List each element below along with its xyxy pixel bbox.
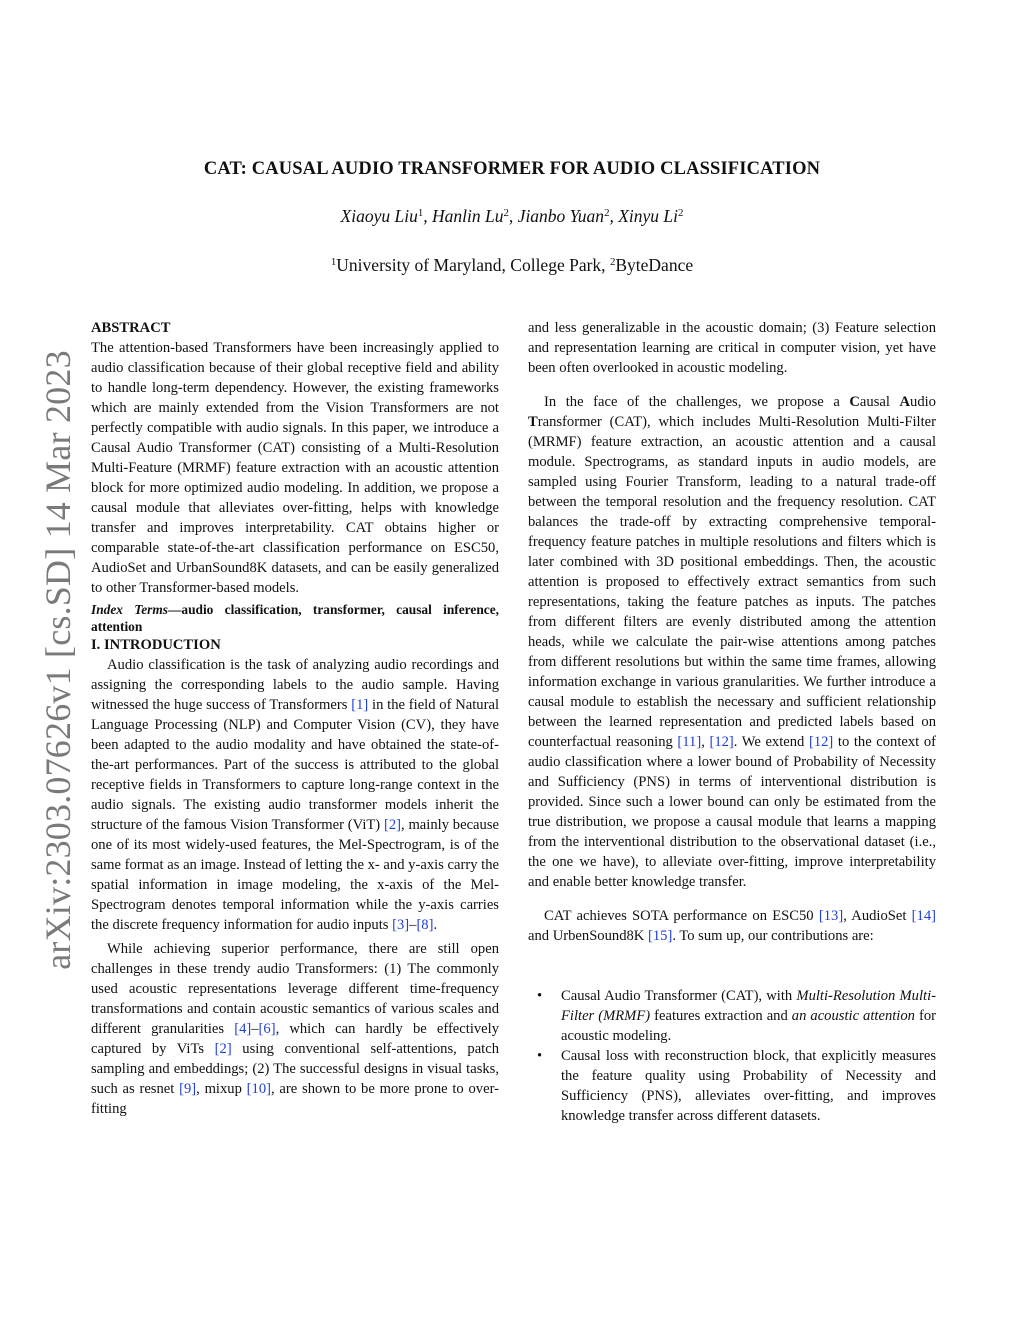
bullet-icon: • <box>537 988 543 1004</box>
citation-link[interactable]: [1] <box>351 697 369 713</box>
intro-paragraph-2 <box>91 939 499 1119</box>
text-run: and UrbenSound8K <box>528 928 648 944</box>
author-separator: , <box>508 206 518 226</box>
text-run: for acoustic modeling. <box>561 1008 936 1044</box>
author-affil-mark: 2 <box>503 207 509 220</box>
text-run: ausal <box>859 394 900 410</box>
text-run: . To sum up, our contributions are: <box>672 928 874 944</box>
abstract-heading: ABSTRACT <box>91 320 171 336</box>
author-separator: , <box>609 206 619 226</box>
citation-link[interactable]: [10] <box>246 1081 271 1097</box>
citation-link[interactable]: [13] <box>818 908 844 924</box>
acronym-letter: T <box>528 414 538 430</box>
list-item <box>528 986 936 1046</box>
text-run: using conventional self-attentions, patch sampling and embeddings; (2) The successful designs in visual tasks, such as resnet <box>91 1041 499 1097</box>
paper-title: CAT: CAUSAL AUDIO TRANSFORMER FOR AUDIO CLASSIFICATION <box>203 159 821 179</box>
text-run: In the face of the challenges, we propose a <box>544 394 850 410</box>
emphasis: an acoustic attention <box>791 1008 915 1024</box>
text-run: to the context of audio classification where a lower bound of Probability of Necessity and Sufficiency (PNS) in terms of interventional distribution is provided. Since such a lower bound can only be estimated from the true distribution, we propose a causal module that learns a mapping from the interventional distribution to the observational dataset (i.e., the one we have), to alleviate over-fitting, improve interpretability and enable better knowledge transfer. <box>528 734 937 890</box>
text-run: . <box>433 917 438 933</box>
author-name: Jianbo Yuan <box>517 206 605 226</box>
citation-link[interactable]: [4] <box>234 1021 252 1037</box>
right-column <box>528 318 936 1126</box>
index-terms <box>91 601 499 635</box>
text-run: , are shown to be more prone to over-fitting <box>91 1081 500 1117</box>
bullet-icon: • <box>537 1048 543 1064</box>
citation-link[interactable]: [12] <box>808 734 834 750</box>
text-run: in the field of Natural Language Processing (NLP) and Computer Vision (CV), they have been adapted to the audio modality and have obtained the state-of-the-art performances. Part of the success is attributed to the global receptive fields in Transformers to capture long-range context in the audio signals. The existing audio transformer models inherit the structure of the famous Vision Transformer (ViT) <box>91 697 500 833</box>
intro-paragraph-1 <box>91 655 499 935</box>
contributions-list <box>528 986 936 1126</box>
citation-link[interactable]: [8] <box>416 917 434 933</box>
affiliation-1: University of Maryland, College Park, <box>336 255 610 275</box>
text-run: , AudioSet <box>843 908 912 924</box>
citation-link[interactable]: [9] <box>179 1081 197 1097</box>
text-run: features extraction and <box>650 1008 792 1024</box>
author-name: Xiaoyu Liu <box>340 206 418 226</box>
citation-link[interactable]: [15] <box>647 928 673 944</box>
affil-mark: 1 <box>330 256 337 269</box>
acronym-letter: A <box>899 394 911 410</box>
citation-link[interactable]: [14] <box>911 908 936 924</box>
citation-link[interactable]: [11] <box>677 734 702 750</box>
section-heading-introduction: I. INTRODUCTION <box>91 637 221 653</box>
text-run: Causal Audio Transformer (CAT), with <box>561 988 797 1004</box>
text-run: , which can hardly be effectively captured by ViTs <box>91 1021 499 1057</box>
text-run: – <box>409 917 417 933</box>
affiliation-2: ByteDance <box>615 255 694 275</box>
text-run: udio <box>910 394 936 410</box>
author-name: Hanlin Lu <box>432 206 504 226</box>
list-item <box>528 1046 936 1126</box>
citation-link[interactable]: [2] <box>383 817 401 833</box>
citation-link[interactable]: [3] <box>392 917 410 933</box>
author-affil-mark: 2 <box>604 207 610 220</box>
citation-link[interactable]: [12] <box>709 734 734 750</box>
author-affil-mark: 2 <box>678 207 684 220</box>
left-column <box>91 318 499 1119</box>
abstract-text: The attention-based Transformers have been increasingly applied to audio classification because of their global receptive field and ability to handle long-term dependency. However, the existing frameworks which are mainly extended from the Vision Transformers are not perfectly compatible with audio signals. In this paper, we introduce a Causal Audio Transformer (CAT) consisting of a Multi-Resolution Multi-Feature (MRMF) feature extraction with an acoustic attention block for more optimized audio modeling. In addition, we propose a causal module that alleviates over-fitting, helps with knowledge transfer and improves interpretability. CAT obtains higher or comparable state-of-the-art classification performance on ESC50, AudioSet and UrbanSound8K datasets, and can be easily generalized to other Transformer-based models. <box>91 340 499 596</box>
text-run: , mixup <box>196 1081 247 1097</box>
text-run: CAT achieves SOTA performance on ESC50 <box>544 908 819 924</box>
arxiv-identifier: arXiv:2303.07626v1 [cs.SD] 14 Mar 2023 <box>38 350 78 970</box>
intro-paragraph-2-continued: and less generalizable in the acoustic domain; (3) Feature selection and representation learning are critical in computer vision, yet have been often overlooked in acoustic modeling. <box>528 320 936 376</box>
text-run: – <box>251 1021 259 1037</box>
citation-link[interactable]: [6] <box>258 1021 276 1037</box>
intro-paragraph-4 <box>528 906 936 946</box>
acronym-letter: C <box>849 394 860 410</box>
text-run: Audio classification is the task of analyzing audio recordings and assigning the corresponding labels to the audio sample. Having witnessed the huge success of Transformers <box>91 657 499 713</box>
affil-mark: 2 <box>609 256 616 269</box>
text-run: . We extend <box>733 734 809 750</box>
index-terms-text: —audio classification, transformer, causal inference, attention <box>91 602 499 634</box>
author-list <box>0 206 1024 227</box>
emphasis: Multi-Resolution Multi-Filter (MRMF) <box>561 988 936 1024</box>
citation-link[interactable]: [2] <box>214 1041 232 1057</box>
affiliations <box>0 255 1024 276</box>
intro-paragraph-3 <box>528 392 936 892</box>
text-run: , <box>701 734 710 750</box>
text-run: , mainly because one of its most widely-used features, the Mel-Spectrogram, is of the same format as an image. Instead of letting the x- and y-axis carry the spatial information in image modeling, the x-axis of the Mel-Spectrogram denotes temporal information while the y-axis carries the discrete frequency information for audio inputs <box>91 817 499 933</box>
text-run: Causal loss with reconstruction block, that explicitly measures the feature quality using Probability of Necessity and Sufficiency (PNS), alleviates over-fitting, and improves knowledge transfer across different datasets. <box>561 1048 936 1124</box>
author-name: Xinyu Li <box>618 206 679 226</box>
index-terms-label: Index Terms <box>91 602 168 617</box>
text-run: ransformer (CAT), which includes Multi-Resolution Multi-Filter (MRMF) feature extraction, an acoustic attention and a causal module. Spectrograms, as standard inputs in audio models, are sampled using Fourier Transform, leading to a natural trade-off between the temporal resolution and the frequency resolution. CAT balances the trade-off by extracting comprehensive temporal-frequency feature patches in multiple resolutions and filters which is later combined with 3D positional embeddings. Then, the acoustic attention is proposed to effectively extract semantics from such representations, taking the feature patches as inputs. The patches from different filters are evenly distributed among the attention heads, while we calculate the pair-wise attentions among patches from different resolutions but within the same time frames, allowing information exchange in various granularities. We further introduce a causal module to establish the necessary and sufficient relationship between the learned representation and predicted labels based on counterfactual reasoning <box>528 414 936 750</box>
text-run: While achieving superior performance, there are still open challenges in these trendy audio Transformers: (1) The commonly used acoustic representations leverage different time-frequency transformations and contain acoustic semantics of various scales and different granularities <box>91 941 499 1037</box>
author-affil-mark: 1 <box>417 207 424 220</box>
author-separator: , <box>423 206 433 226</box>
